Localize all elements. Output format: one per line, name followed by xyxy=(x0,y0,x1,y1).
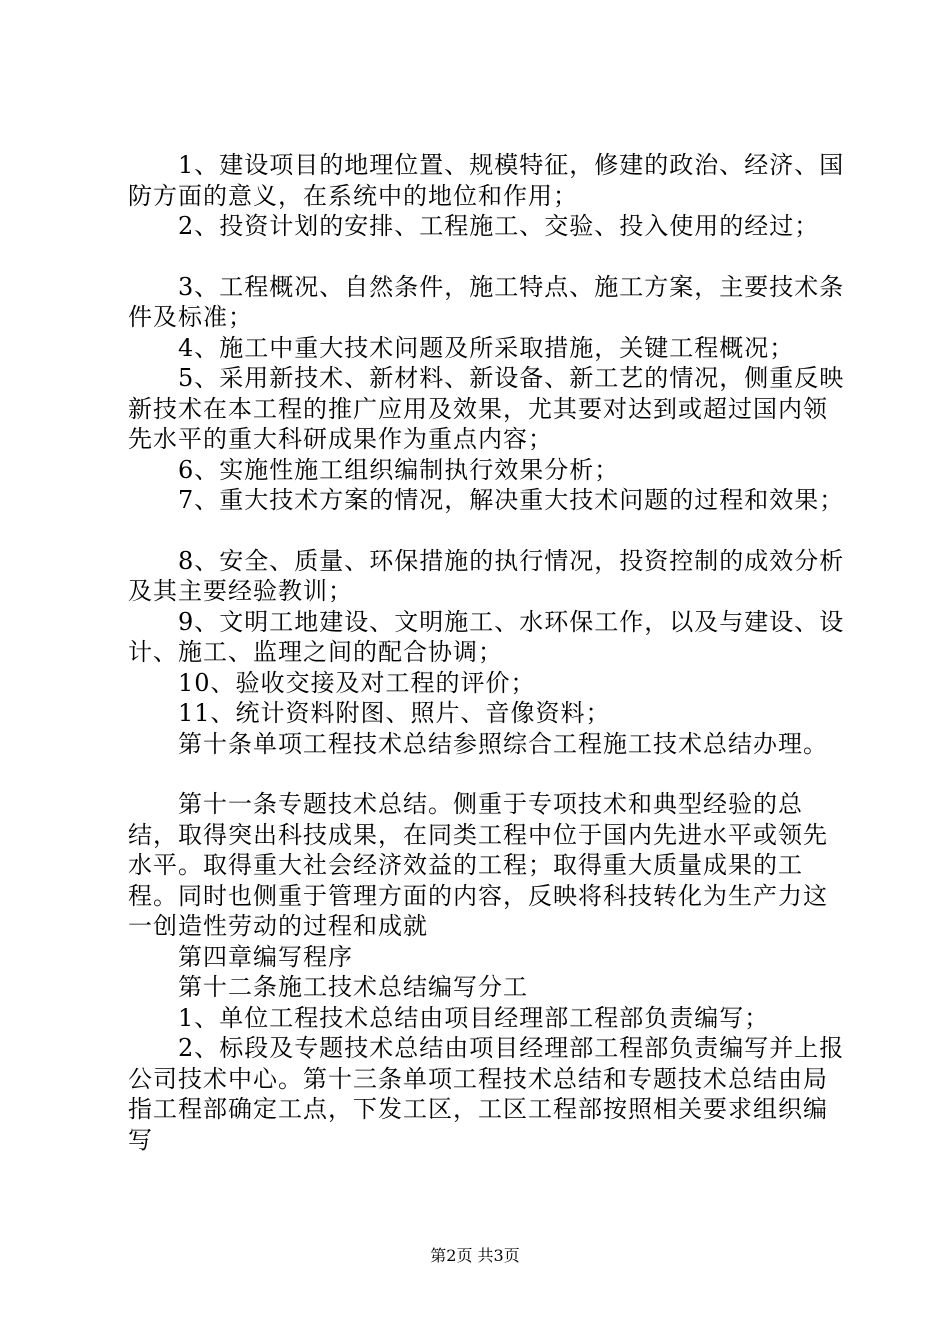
paragraph-item-2: 2、投资计划的安排、工程施工、交验、投入使用的经过； xyxy=(178,212,820,240)
paragraph-item-1: 1、建设项目的地理位置、规模特征，修建的政治、经济、国防方面的意义，在系统中的地位和作用； xyxy=(128,151,845,210)
document-body xyxy=(128,150,848,1155)
chapter-4-heading: 第四章编写程序 xyxy=(178,942,353,971)
paragraph-item-5: 5、采用新技术、新材料、新设备、新工艺的情况，侧重反映新技术在本工程的推广应用及效果，尤其要对达到或超过国内领先水平的重大科研成果作为重点内容； xyxy=(128,364,845,453)
paragraph-gap xyxy=(128,516,848,546)
article-10: 第十条单项工程技术总结参照综合工程施工技术总结办理。 xyxy=(178,729,828,758)
article-12-item-1: 1、单位工程技术总结由项目经理部工程部负责编写； xyxy=(178,1003,770,1032)
article-11: 第十一条专题技术总结。侧重于专项技术和典型经验的总结，取得突出科技成果，在同类工程中位于国内先进水平或领先水平。取得重大社会经济效益的工程；取得重大质量成果的工程。同时也侧重于管理方面的内容，反映将科技转化为生产力这一创造性劳动的过程和成就 xyxy=(128,790,828,940)
paragraph-item-8: 8、安全、质量、环保措施的执行情况，投资控制的成效分析及其主要经验教训； xyxy=(128,546,845,605)
page-footer: 第2页 共3页 xyxy=(430,1246,520,1265)
paragraph-item-6: 6、实施性施工组织编制执行效果分析； xyxy=(178,455,620,484)
paragraph-item-3: 3、工程概况、自然条件，施工特点、施工方案，主要技术条件及标准； xyxy=(128,272,845,331)
paragraph-item-9: 9、文明工地建设、文明施工、水环保工作，以及与建设、设计、施工、监理之间的配合协调； xyxy=(128,607,845,666)
paragraph-gap xyxy=(128,242,848,272)
article-12: 第十二条施工技术总结编写分工 xyxy=(178,973,528,1001)
paragraph-item-4: 4、施工中重大技术问题及所采取措施，关键工程概况； xyxy=(178,333,795,362)
paragraph-item-7: 7、重大技术方案的情况，解决重大技术问题的过程和效果； xyxy=(178,486,845,514)
paragraph-item-10: 10、验收交接及对工程的评价； xyxy=(178,668,536,697)
paragraph-item-11: 11、统计资料附图、照片、音像资料； xyxy=(178,699,611,727)
paragraph-gap xyxy=(128,759,848,789)
article-12-item-2: 2、标段及专题技术总结由项目经理部工程部负责编写并上报公司技术中心。第十三条单项工程技术总结和专题技术总结由局指工程部确定工点，下发工区，工区工程部按照相关要求组织编写 xyxy=(128,1034,845,1154)
